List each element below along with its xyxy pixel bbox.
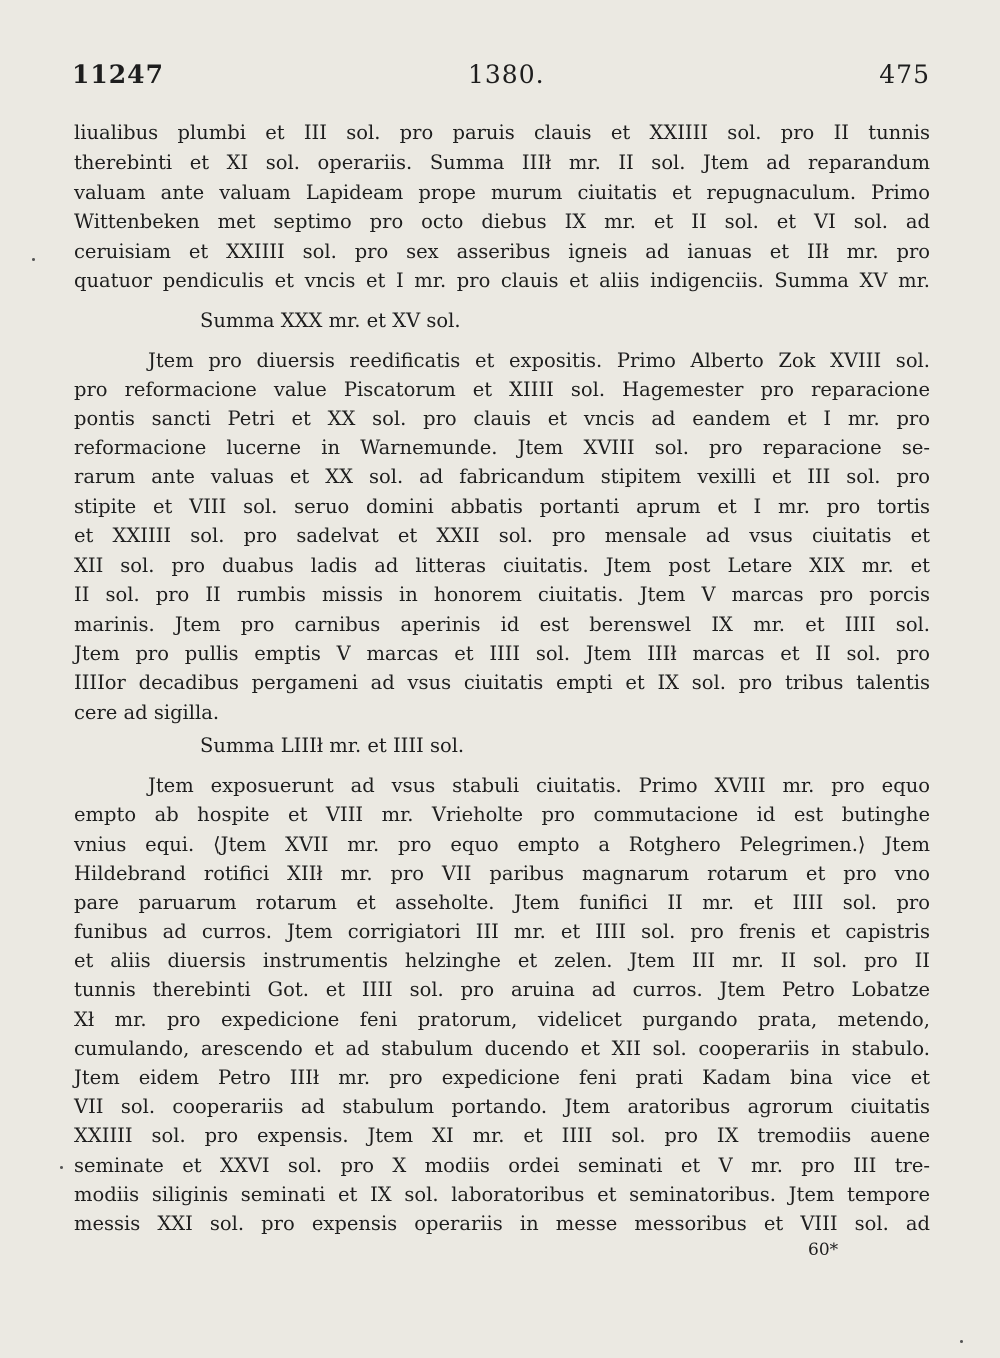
text-line: modiis siliginis seminati et IX sol. laboratoribus et seminatoribus. Jtem tempore (74, 1183, 930, 1206)
scan-speck (960, 1340, 963, 1343)
text-line: VII sol. cooperariis ad stabulum portando. Jtem aratoribus agrorum ciuitatis (74, 1095, 930, 1118)
text-line: quatuor pendiculis et vncis et I mr. pro clauis et aliis indigenciis. Summa XV mr. (74, 269, 930, 292)
text-line: XII sol. pro duabus ladis ad litteras ciuitatis. Jtem post Letare XIX mr. et (74, 554, 930, 577)
year: 1380. (468, 60, 545, 89)
document-number: 11247 (72, 60, 164, 89)
text-line: et aliis diuersis instrumentis helzinghe et zelen. Jtem III mr. II sol. pro II (74, 949, 930, 972)
text-line: therebinti et XI sol. operariis. Summa IIIł mr. II sol. Jtem ad reparandum (74, 151, 930, 174)
text-line: Wittenbeken met septimo pro octo diebus IX mr. et II sol. et VI sol. ad (74, 210, 930, 233)
text-line: empto ab hospite et VIII mr. Vrieholte pro commutacione id est butinghe (74, 803, 930, 826)
text-line: Xł mr. pro expedicione feni pratorum, videlicet purgando prata, metendo, (74, 1008, 930, 1031)
text-line: Hildebrand rotifici XIIł mr. pro VII paribus magnarum rotarum et pro vno (74, 862, 930, 885)
scan-speck (32, 258, 35, 261)
text-line: valuam ante valuam Lapideam prope murum ciuitatis et repugnaculum. Primo (74, 181, 930, 204)
text-line: pare paruarum rotarum et asseholte. Jtem funifici II mr. et IIII sol. pro (74, 891, 930, 914)
text-line: ceruisiam et XXIIII sol. pro sex asseribus igneis ad ianuas et IIł mr. pro (74, 240, 930, 263)
signature-mark: 60* (808, 1240, 839, 1260)
text-line: XXIIII sol. pro expensis. Jtem XI mr. et IIII sol. pro IX tremodiis auene (74, 1124, 930, 1147)
text-line: pontis sancti Petri et XX sol. pro clauis et vncis ad eandem et I mr. pro (74, 407, 930, 430)
summa-line: Summa XXX mr. et XV sol. (200, 309, 461, 332)
text-line: liualibus plumbi et III sol. pro paruis clauis et XXIIII sol. pro II tunnis (74, 121, 930, 144)
text-line: stipite et VIII sol. seruo domini abbatis portanti aprum et I mr. pro tortis (74, 495, 930, 518)
text-line: Jtem exposuerunt ad vsus stabuli ciuitatis. Primo XVIII mr. pro equo (148, 774, 930, 797)
text-line: cere ad sigilla. (74, 701, 220, 724)
text-line: pro reformacione value Piscatorum et XIIII sol. Hagemester pro reparacione (74, 378, 930, 401)
scan-speck (60, 1166, 63, 1169)
page-header (72, 60, 930, 92)
text-line: messis XXI sol. pro expensis operariis in messe messoribus et VIII sol. ad (74, 1212, 930, 1235)
text-line: tunnis therebinti Got. et IIII sol. pro aruina ad curros. Jtem Petro Lobatze (74, 978, 930, 1001)
text-line: funibus ad curros. Jtem corrigiatori III mr. et IIII sol. pro frenis et capistris (74, 920, 930, 943)
text-line: rarum ante valuas et XX sol. ad fabricandum stipitem vexilli et III sol. pro (74, 465, 930, 488)
text-line: IIIIor decadibus pergameni ad vsus ciuitatis empti et IX sol. pro tribus talentis (74, 671, 930, 694)
text-line: Jtem eidem Petro IIIł mr. pro expedicione feni prati Kadam bina vice et (74, 1066, 930, 1089)
summa-line: Summa LIIIł mr. et IIII sol. (200, 734, 465, 757)
text-line: seminate et XXVI sol. pro X modiis ordei seminati et V mr. pro III tre- (74, 1154, 930, 1177)
text-line: II sol. pro II rumbis missis in honorem ciuitatis. Jtem V marcas pro porcis (74, 583, 930, 606)
text-line: reformacione lucerne in Warnemunde. Jtem XVIII sol. pro reparacione se- (74, 436, 930, 459)
text-line: Jtem pro diuersis reedificatis et expositis. Primo Alberto Zok XVIII sol. (148, 349, 930, 372)
page-number: 475 (879, 60, 930, 89)
text-line: vnius equi. ⟨Jtem XVII mr. pro equo empto a Rotghero Pelegrimen.⟩ Jtem (74, 833, 930, 856)
text-line: cumulando, arescendo et ad stabulum ducendo et XII sol. cooperariis in stabulo. (74, 1037, 930, 1060)
text-line: marinis. Jtem pro carnibus aperinis id est berenswel IX mr. et IIII sol. (74, 613, 930, 636)
text-line: et XXIIII sol. pro sadelvat et XXII sol. pro mensale ad vsus ciuitatis et (74, 524, 930, 547)
text-line: Jtem pro pullis emptis V marcas et IIII sol. Jtem IIIł marcas et II sol. pro (74, 642, 930, 665)
